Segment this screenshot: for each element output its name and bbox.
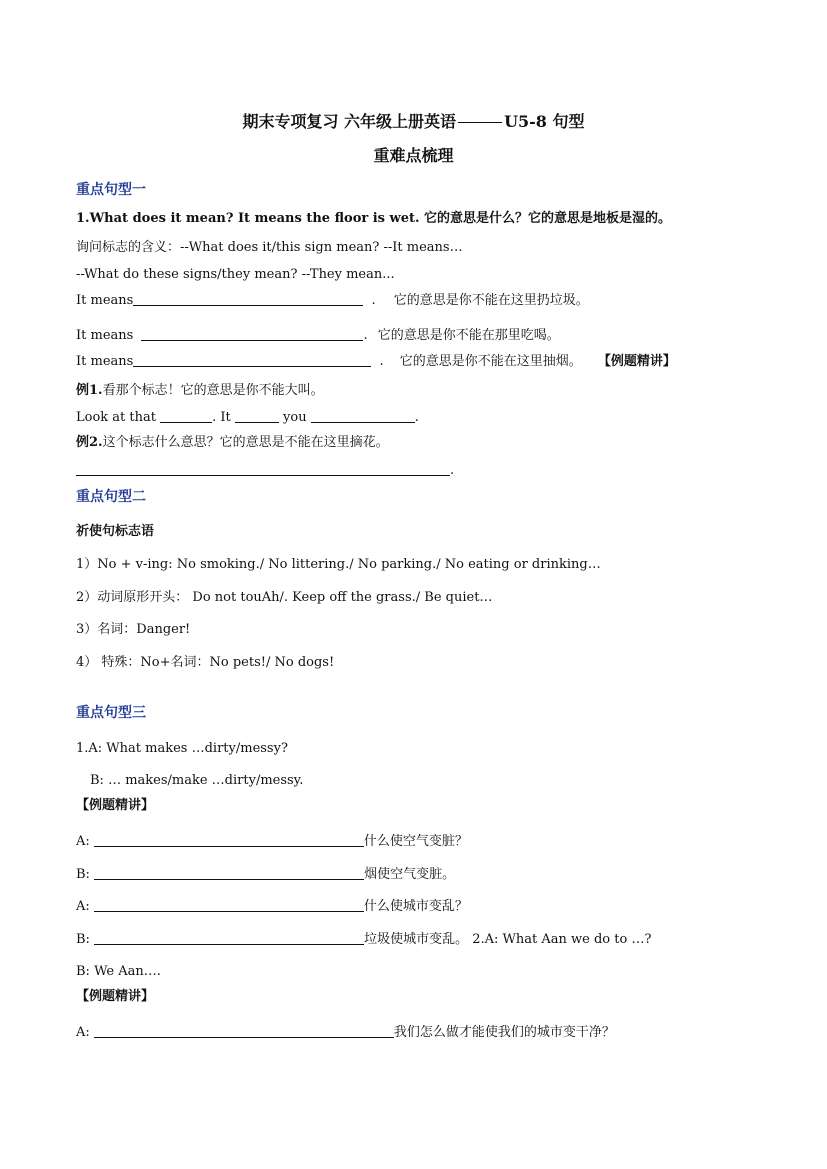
example1-cn: 看那个标志！它的意思是你不能大叫。	[102, 383, 324, 398]
row4-extra: 2.A: What Aan we do to …?	[472, 932, 652, 947]
section3-row-3	[76, 899, 468, 915]
example1-blank1[interactable]	[160, 410, 212, 423]
example1-en-d: .	[414, 410, 419, 425]
row3-label: A:	[76, 899, 90, 914]
exercise-a	[76, 293, 589, 309]
exercise-a-blank[interactable]	[133, 293, 363, 306]
exercise-c-blank[interactable]	[133, 354, 371, 367]
example2-label: 例	[76, 435, 90, 450]
exercise-b-start: It means	[76, 328, 134, 343]
example1-en-a: Look at that	[76, 410, 156, 425]
example1	[76, 383, 324, 399]
exercise-a-start: It means	[76, 293, 134, 308]
exercise-b-dot: .	[363, 328, 368, 343]
row4-label: B:	[76, 932, 90, 947]
section3-q1a: 1.A: What makes …dirty/messy?	[76, 741, 288, 756]
example1-english	[76, 410, 419, 426]
section2-item-3: 3）名词：Danger!	[76, 622, 191, 637]
section3-q2b: B: We Aan….	[76, 964, 161, 979]
section3-row-4	[76, 932, 651, 948]
section3-last-row	[76, 1025, 615, 1041]
row3-cn: 什么使城市变乱？	[363, 899, 468, 914]
exercise-c	[76, 354, 676, 370]
example2-num: 2.	[89, 435, 103, 450]
example1-blank3[interactable]	[311, 410, 415, 423]
row1-blank[interactable]	[94, 834, 364, 847]
exercise-a-dot: .	[371, 293, 376, 308]
row2-label: B:	[76, 867, 90, 882]
section3-example-tag1: 【例题精讲】	[76, 798, 155, 813]
section2-subheading: 祈使句标志语	[76, 524, 155, 539]
title-part1: 期末专项复习 六年级上册英语	[242, 112, 457, 131]
row2-cn: 烟使空气变脏。	[364, 867, 456, 882]
exercise-a-cn: 它的意思是你不能在这里扔垃圾。	[393, 293, 589, 308]
section2-item-4: 4） 特殊：No+名词：No pets!/ No dogs!	[76, 655, 335, 670]
section1-plural-line: --What do these signs/they mean? --They mean...	[76, 267, 395, 282]
example1-label: 例	[76, 383, 90, 398]
example1-en-c: you	[283, 410, 307, 425]
exercise-b-cn: 它的意思是你不能在那里吃喝。	[377, 328, 560, 343]
section3-row-1	[76, 834, 468, 850]
example2-blank[interactable]	[76, 463, 450, 476]
section2-item-2: 2）动词原形开头： Do not touAh/. Keep off the grass./ Be quiet…	[76, 590, 493, 605]
example1-en-b: . It	[212, 410, 231, 425]
row4-blank[interactable]	[94, 932, 364, 945]
example2-answer	[76, 463, 454, 479]
example2-end: .	[450, 463, 455, 478]
section1-item1: 1.What does it mean? It means the floor is wet. 它的意思是什么？它的意思是地板是湿的。	[76, 211, 672, 226]
row1-cn: 什么使空气变脏？	[363, 834, 468, 849]
section1-heading: 重点句型一	[76, 182, 146, 198]
title-dash	[458, 122, 502, 123]
exercise-c-cn: 它的意思是你不能在这里抽烟。	[399, 354, 582, 369]
section2-item-1: 1）No + v-ing: No smoking./ No littering./ No parking./ No eating or drinking…	[76, 557, 601, 572]
last-row-cn: 我们怎么做才能使我们的城市变干净？	[393, 1025, 615, 1040]
section1-ask-line: 询问标志的含义：--What does it/this sign mean? --It means…	[76, 240, 463, 255]
last-row-blank[interactable]	[94, 1025, 394, 1038]
section3-row-2	[76, 867, 455, 883]
example1-blank2[interactable]	[235, 410, 279, 423]
exercise-b	[76, 328, 560, 344]
row4-cn: 垃圾使城市变乱。	[364, 932, 469, 947]
document-title	[0, 112, 827, 131]
row2-blank[interactable]	[94, 867, 364, 880]
section3-example-tag2: 【例题精讲】	[76, 989, 155, 1004]
example1-num: 1.	[89, 383, 103, 398]
exercise-c-dot: .	[379, 354, 384, 369]
row1-label: A:	[76, 834, 90, 849]
exercise-b-blank[interactable]	[141, 328, 363, 341]
title-part2: U5-8 句型	[504, 112, 585, 131]
document-subtitle: 重难点梳理	[373, 146, 454, 165]
example2	[76, 435, 389, 451]
example2-cn: 这个标志什么意思？它的意思是不能在这里摘花。	[102, 435, 389, 450]
exercise-c-start: It means	[76, 354, 134, 369]
section3-q1b: B: … makes/make …dirty/messy.	[90, 773, 304, 788]
section2-heading: 重点句型二	[76, 489, 146, 505]
section3-heading: 重点句型三	[76, 705, 146, 721]
row3-blank[interactable]	[94, 899, 364, 912]
last-row-label: A:	[76, 1025, 90, 1040]
example-tag: 【例题精讲】	[597, 354, 676, 369]
